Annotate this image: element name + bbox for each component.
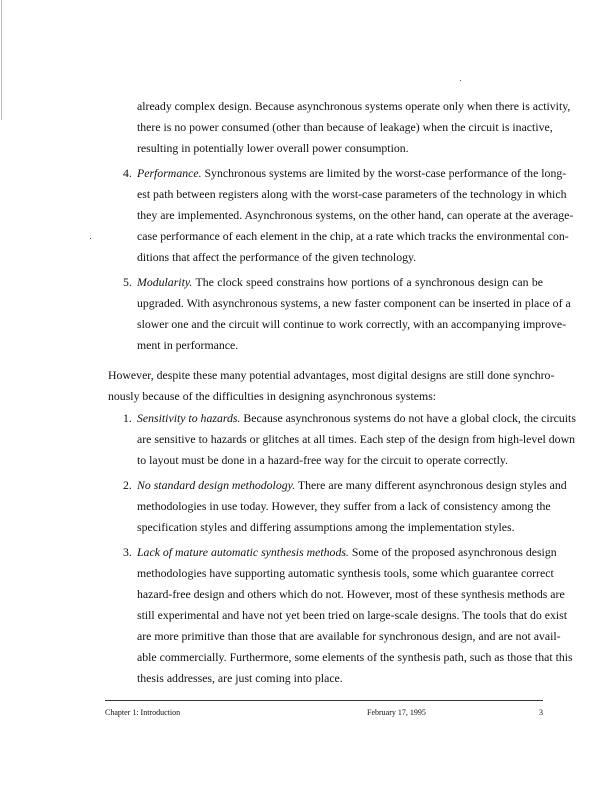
text-span: There are many different asynchronous design styles and xyxy=(295,478,567,492)
list-item xyxy=(108,408,576,471)
item-lead-term: Modularity. xyxy=(137,275,193,289)
text-line: However, despite these many potential advantages, most digital designs are still done synchro- xyxy=(108,368,555,382)
text-line: est path between registers along with the worst-case parameters of the technology in which xyxy=(137,187,567,201)
footer-rule xyxy=(105,700,543,701)
list-number: 3. xyxy=(123,545,132,559)
text-line: nously because of the difficulties in designing asynchronous systems: xyxy=(108,389,437,403)
text-line: resulting in potentially lower overall power consumption. xyxy=(137,141,409,155)
scan-speck xyxy=(90,238,91,239)
list-number: 2. xyxy=(123,478,132,492)
page-footer xyxy=(105,708,543,717)
item-lead-term: Performance. xyxy=(137,166,202,180)
text-line: ment in performance. xyxy=(137,338,239,352)
text-line: upgraded. With asynchronous systems, a new faster component can be inserted in place of a xyxy=(137,296,571,310)
text-line: there is no power consumed (other than because of leakage) when the circuit is inactive, xyxy=(137,120,553,134)
paragraph xyxy=(108,365,555,407)
footer-chapter: Chapter 1: Introduction xyxy=(105,708,181,717)
text-line: methodologies have supporting automatic synthesis tools, some which guarantee correct xyxy=(137,566,554,580)
item-lead-term: Lack of mature automatic synthesis methods. xyxy=(137,545,349,559)
text-line: are sensitive to hazards or glitches at all times. Each step of the design from high-level down xyxy=(137,432,575,446)
text-line: they are implemented. Asynchronous systems, on the other hand, can operate at the average- xyxy=(137,208,574,222)
text-span: Synchronous systems are limited by the worst-case performance of the long- xyxy=(201,166,567,180)
list-item xyxy=(108,272,571,356)
list-number: 4. xyxy=(123,166,132,180)
text-line: able commercially. Furthermore, some elements of the synthesis path, such as those that this xyxy=(137,650,573,664)
text-line xyxy=(137,475,567,496)
text-line: slower one and the circuit will continue to work correctly, with an accompanying improve- xyxy=(137,317,567,331)
paragraph xyxy=(108,96,571,159)
text-line: methodologies in use today. However, they suffer from a lack of consistency among the xyxy=(137,499,551,513)
list-number: 1. xyxy=(123,411,132,425)
item-lead-term: Sensitivity to hazards. xyxy=(137,411,241,425)
text-line: hazard-free design and others which do not. However, most of these synthesis methods are xyxy=(137,587,565,601)
page-number: 3 xyxy=(539,708,543,717)
text-span: Because asynchronous systems do not have a global clock, the circuits xyxy=(240,411,576,425)
text-line: case performance of each element in the chip, at a rate which tracks the environmental con- xyxy=(137,229,569,243)
item-lead-term: No standard design methodology. xyxy=(137,478,296,492)
text-span: The clock speed constrains how portions of a synchronous design can be xyxy=(192,275,543,289)
text-line: to layout must be done in a hazard-free way for the circuit to operate correctly. xyxy=(137,453,509,467)
text-line xyxy=(137,408,576,429)
list-number: 5. xyxy=(123,275,132,289)
text-line: already complex design. Because asynchronous systems operate only when there is activity, xyxy=(137,99,571,113)
scan-edge-line xyxy=(1,0,2,120)
text-line: still experimental and have not yet been tried on large-scale designs. The tools that do exist xyxy=(137,608,568,622)
text-line: are more primitive than those that are available for synchronous design, and are not avail- xyxy=(137,629,561,643)
scan-speck xyxy=(460,80,461,81)
text-line: specification styles and differing assumptions among the implementation styles. xyxy=(137,520,515,534)
page-body xyxy=(108,96,576,693)
text-line: ditions that affect the performance of the given technology. xyxy=(137,250,417,264)
text-line: thesis addresses, are just coming into place. xyxy=(137,671,343,685)
text-line xyxy=(137,542,557,563)
footer-date: February 17, 1995 xyxy=(367,708,426,717)
list-item xyxy=(108,475,567,538)
text-line xyxy=(137,272,543,293)
text-span: Some of the proposed asynchronous design xyxy=(348,545,557,559)
text-line xyxy=(137,163,567,184)
list-item xyxy=(108,542,573,689)
list-item xyxy=(108,163,574,268)
